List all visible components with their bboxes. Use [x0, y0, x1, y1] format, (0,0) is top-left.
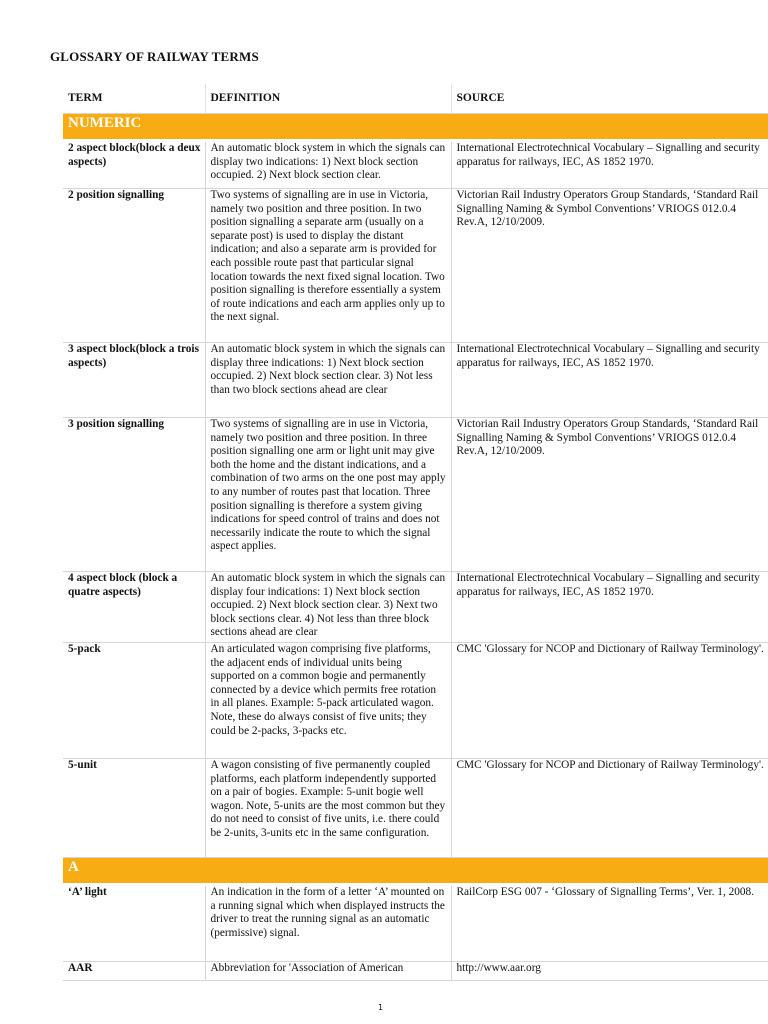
source-cell: International Electrotechnical Vocabulary – Signalling and security apparatus for railways, IEC, AS 1852 1970. — [451, 343, 768, 418]
glossary-table — [63, 84, 768, 981]
definition-cell: An articulated wagon comprising five platforms, the adjacent ends of individual units being supported on a common bogie and permanently connected by a device which permits free rotation in all planes. Example: 5-pack articulated wagon. Note, these do always consist of five units; they could be 2-packs, 3-packs etc. — [205, 642, 451, 758]
source-cell: RailCorp ESG 007 - ‘Glossary of Signalling Terms’, Ver. 1, 2008. — [451, 884, 768, 961]
definition-cell: An automatic block system in which the signals can display four indications: 1) Next block section occupied. 2) Next block section clear. 3) Next two block sections clear. 4) Not less than three block sections ahead are clear — [205, 572, 451, 643]
table-row — [63, 141, 768, 189]
section-heading-row — [63, 114, 768, 141]
definition-cell: Two systems of signalling are in use in Victoria, namely two position and three position. In three position signalling one arm or light unit may give both the home and the distant indications, and a combination of two arms on the one post may apply to any number of routes past that location. Three position signalling is therefore a system giving indications for speed control of trains and does not necessarily indicate the route to which the signal aspect applies. — [205, 418, 451, 572]
term-cell: 5-pack — [63, 642, 205, 758]
source-cell: Victorian Rail Industry Operators Group Standards, ‘Standard Rail Signalling Naming & Symbol Conventions’ VRIOGS 012.0.4 Rev.A, 12/10/2009. — [451, 189, 768, 343]
term-cell: 5-unit — [63, 758, 205, 857]
definition-cell: Abbreviation for 'Association of American — [205, 961, 451, 980]
page-title: GLOSSARY OF RAILWAY TERMS — [50, 49, 259, 64]
term-cell: 4 aspect block (block a quatre aspects) — [63, 572, 205, 643]
source-cell: CMC 'Glossary for NCOP and Dictionary of Railway Terminology'. — [451, 642, 768, 758]
source-cell: International Electrotechnical Vocabulary – Signalling and security apparatus for railways, IEC, AS 1852 1970. — [451, 141, 768, 189]
section-heading-numeric: NUMERIC — [63, 114, 768, 141]
source-cell: CMC 'Glossary for NCOP and Dictionary of Railway Terminology'. — [451, 758, 768, 857]
definition-cell: An indication in the form of a letter ‘A’ mounted on a running signal which when displayed instructs the driver to treat the running signal as an automatic (permissive) signal. — [205, 884, 451, 961]
definition-cell: An automatic block system in which the signals can display two indications: 1) Next block section occupied. 2) Next block section clear. — [205, 141, 451, 189]
column-header-source: SOURCE — [451, 84, 768, 114]
source-cell: Victorian Rail Industry Operators Group Standards, ‘Standard Rail Signalling Naming & Symbol Conventions’ VRIOGS 012.0.4 Rev.A, 12/10/2009. — [451, 418, 768, 572]
table-row — [63, 642, 768, 758]
definition-cell: A wagon consisting of five permanently coupled platforms, each platform independently supported on a pair of bogies. Example: 5-unit bogie well wagon. Note, 5-units are the most common but they do not need to consist of five units, i.e. there could be 2-units, 3-units etc in the same configuration. — [205, 758, 451, 857]
table-row — [63, 189, 768, 343]
table-header-row — [63, 84, 768, 114]
table-row — [63, 961, 768, 980]
section-heading-a: A — [63, 857, 768, 884]
term-cell: AAR — [63, 961, 205, 980]
table-row — [63, 343, 768, 418]
term-cell: 2 aspect block(block a deux aspects) — [63, 141, 205, 189]
page-number: 1 — [378, 1003, 384, 1012]
column-header-term: TERM — [63, 84, 205, 114]
definition-cell: Two systems of signalling are in use in Victoria, namely two position and three position. In two position signalling a separate arm (usually on a separate post) is used to display the distant indication; and also a separate arm is provided for each possible route past that particular signal location towards the next fixed signal location. Two position signalling is therefore essentially a system of route indications and each arm applies only up to the next signal. — [205, 189, 451, 343]
table-row — [63, 418, 768, 572]
term-cell: ‘A’ light — [63, 884, 205, 961]
source-cell: International Electrotechnical Vocabulary – Signalling and security apparatus for railways, IEC, AS 1852 1970. — [451, 572, 768, 643]
table-row — [63, 884, 768, 961]
term-cell: 3 aspect block(block a trois aspects) — [63, 343, 205, 418]
term-cell: 3 position signalling — [63, 418, 205, 572]
source-cell: http://www.aar.org — [451, 961, 768, 980]
section-heading-row — [63, 857, 768, 884]
table-row — [63, 758, 768, 857]
definition-cell: An automatic block system in which the signals can display three indications: 1) Next block section occupied. 2) Next block section clear. 3) Not less than two block sections ahead are clear — [205, 343, 451, 418]
term-cell: 2 position signalling — [63, 189, 205, 343]
column-header-definition: DEFINITION — [205, 84, 451, 114]
table-row — [63, 572, 768, 643]
